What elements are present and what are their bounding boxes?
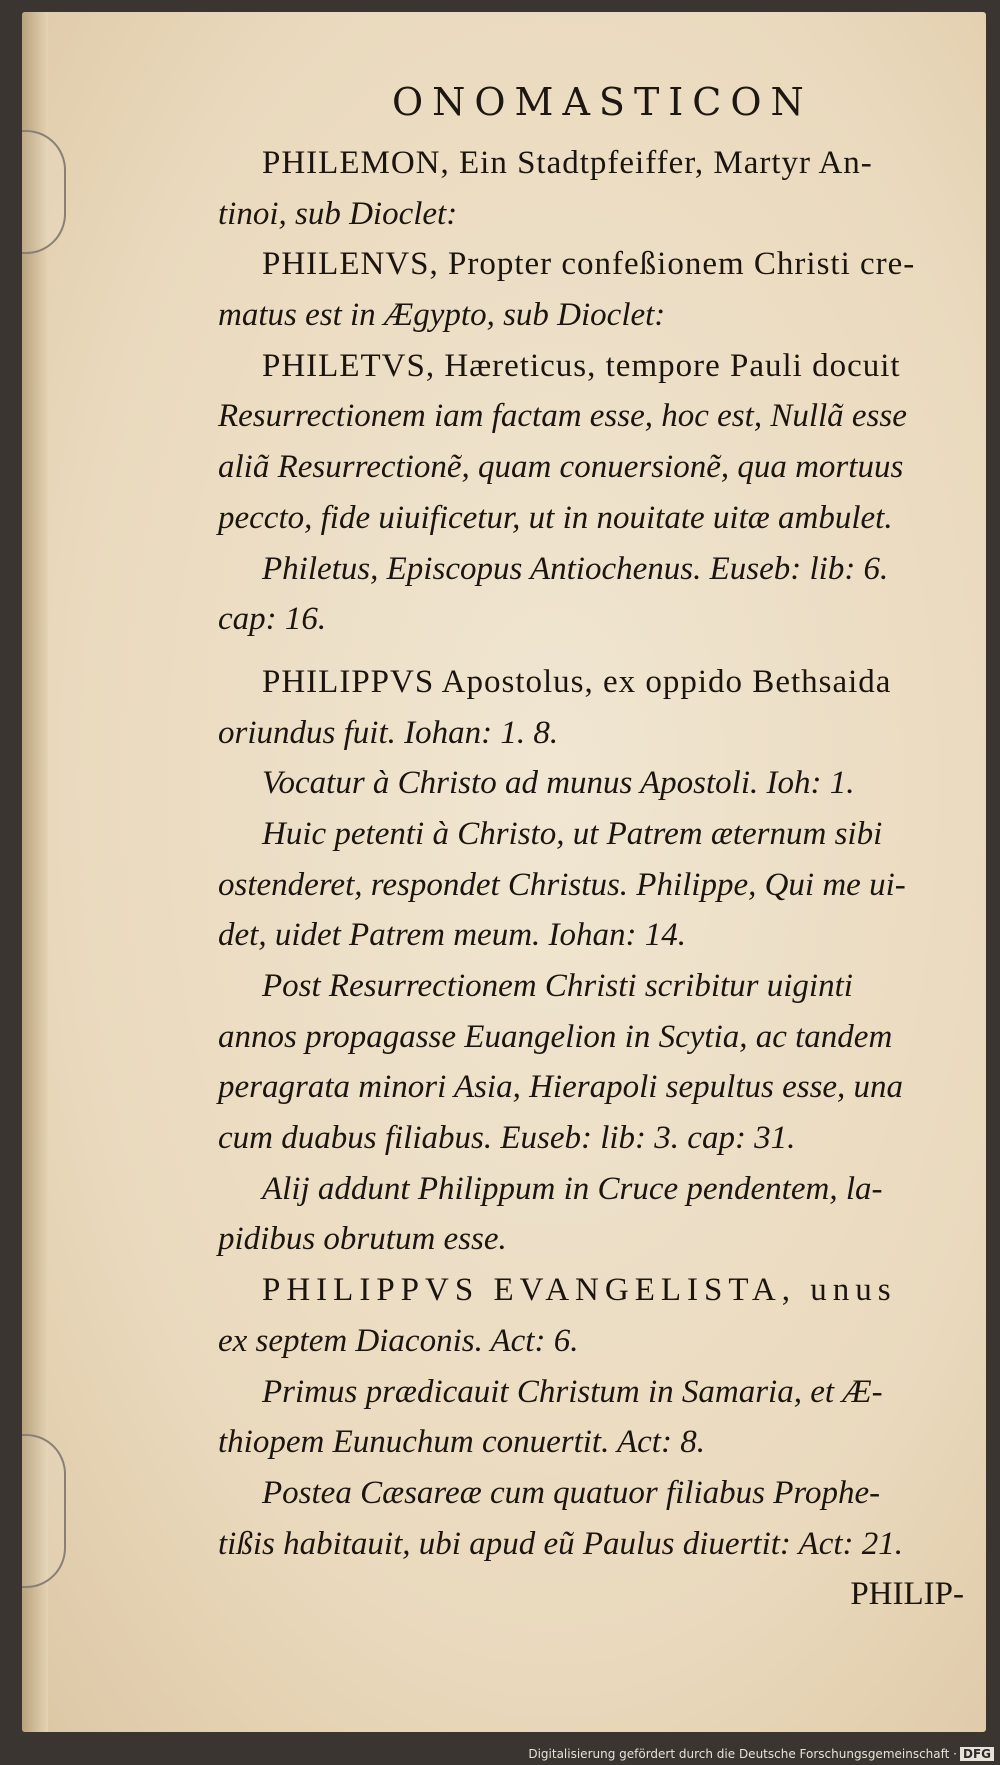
text-line: pidibus obrutum esse. [218,1221,507,1258]
page-clip-bottom [22,1434,66,1588]
running-header: ONOMASTICON [392,80,813,124]
text-line: Resurrectionem iam factam esse, hoc est, Nullã esse [218,398,907,435]
text-line: tinoi, sub Dioclet: [218,195,458,232]
digitization-credit [528,1747,994,1761]
text-line: cum duabus filiabus. Euseb: lib: 3. cap: 31. [218,1120,796,1157]
text-line: PHILENVS, Propter confeßionem Christi cre- [262,246,916,283]
page-clip-top [22,130,66,254]
text-line: Vocatur à Christo ad munus Apostoli. Ioh: 1. [262,765,855,802]
text-line: tißis habitauit, ubi apud eũ Paulus diuertit: Act: 21. [218,1525,904,1562]
text-line: aliã Resurrectionẽ, quam conuersionẽ, qua mortuus [218,449,904,486]
credit-text: Digitalisierung gefördert durch die Deutsche Forschungsgemeinschaft · [528,1747,957,1761]
text-line: thiopem Eunuchum conuertit. Act: 8. [218,1424,705,1461]
text-line: Huic petenti à Christo, ut Patrem æternum sibi [262,815,883,852]
text-line: peccto, fide uiuificetur, ut in nouitate uitæ ambulet. [218,499,893,536]
catchword: PHILIP- [850,1576,964,1613]
text-line: annos propagasse Euangelion in Scytia, ac tandem [218,1018,893,1055]
text-line: cap: 16. [218,601,327,638]
text-line: ostenderet, respondet Christus. Philippe, Qui me ui- [218,866,906,903]
text-line: oriundus fuit. Iohan: 1. 8. [218,714,559,751]
text-line: Postea Cæsareæ cum quatuor filiabus Prophe- [262,1474,881,1511]
text-line: PHILIPPVS EVANGELISTA, unus [262,1272,897,1309]
text-line: Post Resurrectionem Christi scribitur uiginti [262,968,853,1004]
text-line: det, uidet Patrem meum. Iohan: 14. [218,917,687,954]
text-line: Philetus, Episcopus Antiochenus. Euseb: lib: 6. [262,550,889,587]
text-line: peragrata minori Asia, Hierapoli sepultus esse, una [218,1069,904,1106]
text-block [218,138,970,1620]
dfg-logo: DFG [960,1747,994,1761]
paragraph-gap [218,645,970,657]
text-line: ex septem Diaconis. Act: 6. [218,1322,579,1359]
text-line: matus est in Ægypto, sub Dioclet: [218,297,666,334]
text-line: Alij addunt Philippum in Cruce pendentem, la- [262,1170,883,1207]
text-line: PHILEMON, Ein Stadtpfeiffer, Martyr An- [262,145,873,181]
text-line: PHILETVS, Hæreticus, tempore Pauli docuit [262,347,901,384]
text-line: Primus prædicauit Christum in Samaria, et Æ- [262,1373,883,1410]
text-line: PHILIPPVS Apostolus, ex oppido Bethsaida [262,663,892,700]
